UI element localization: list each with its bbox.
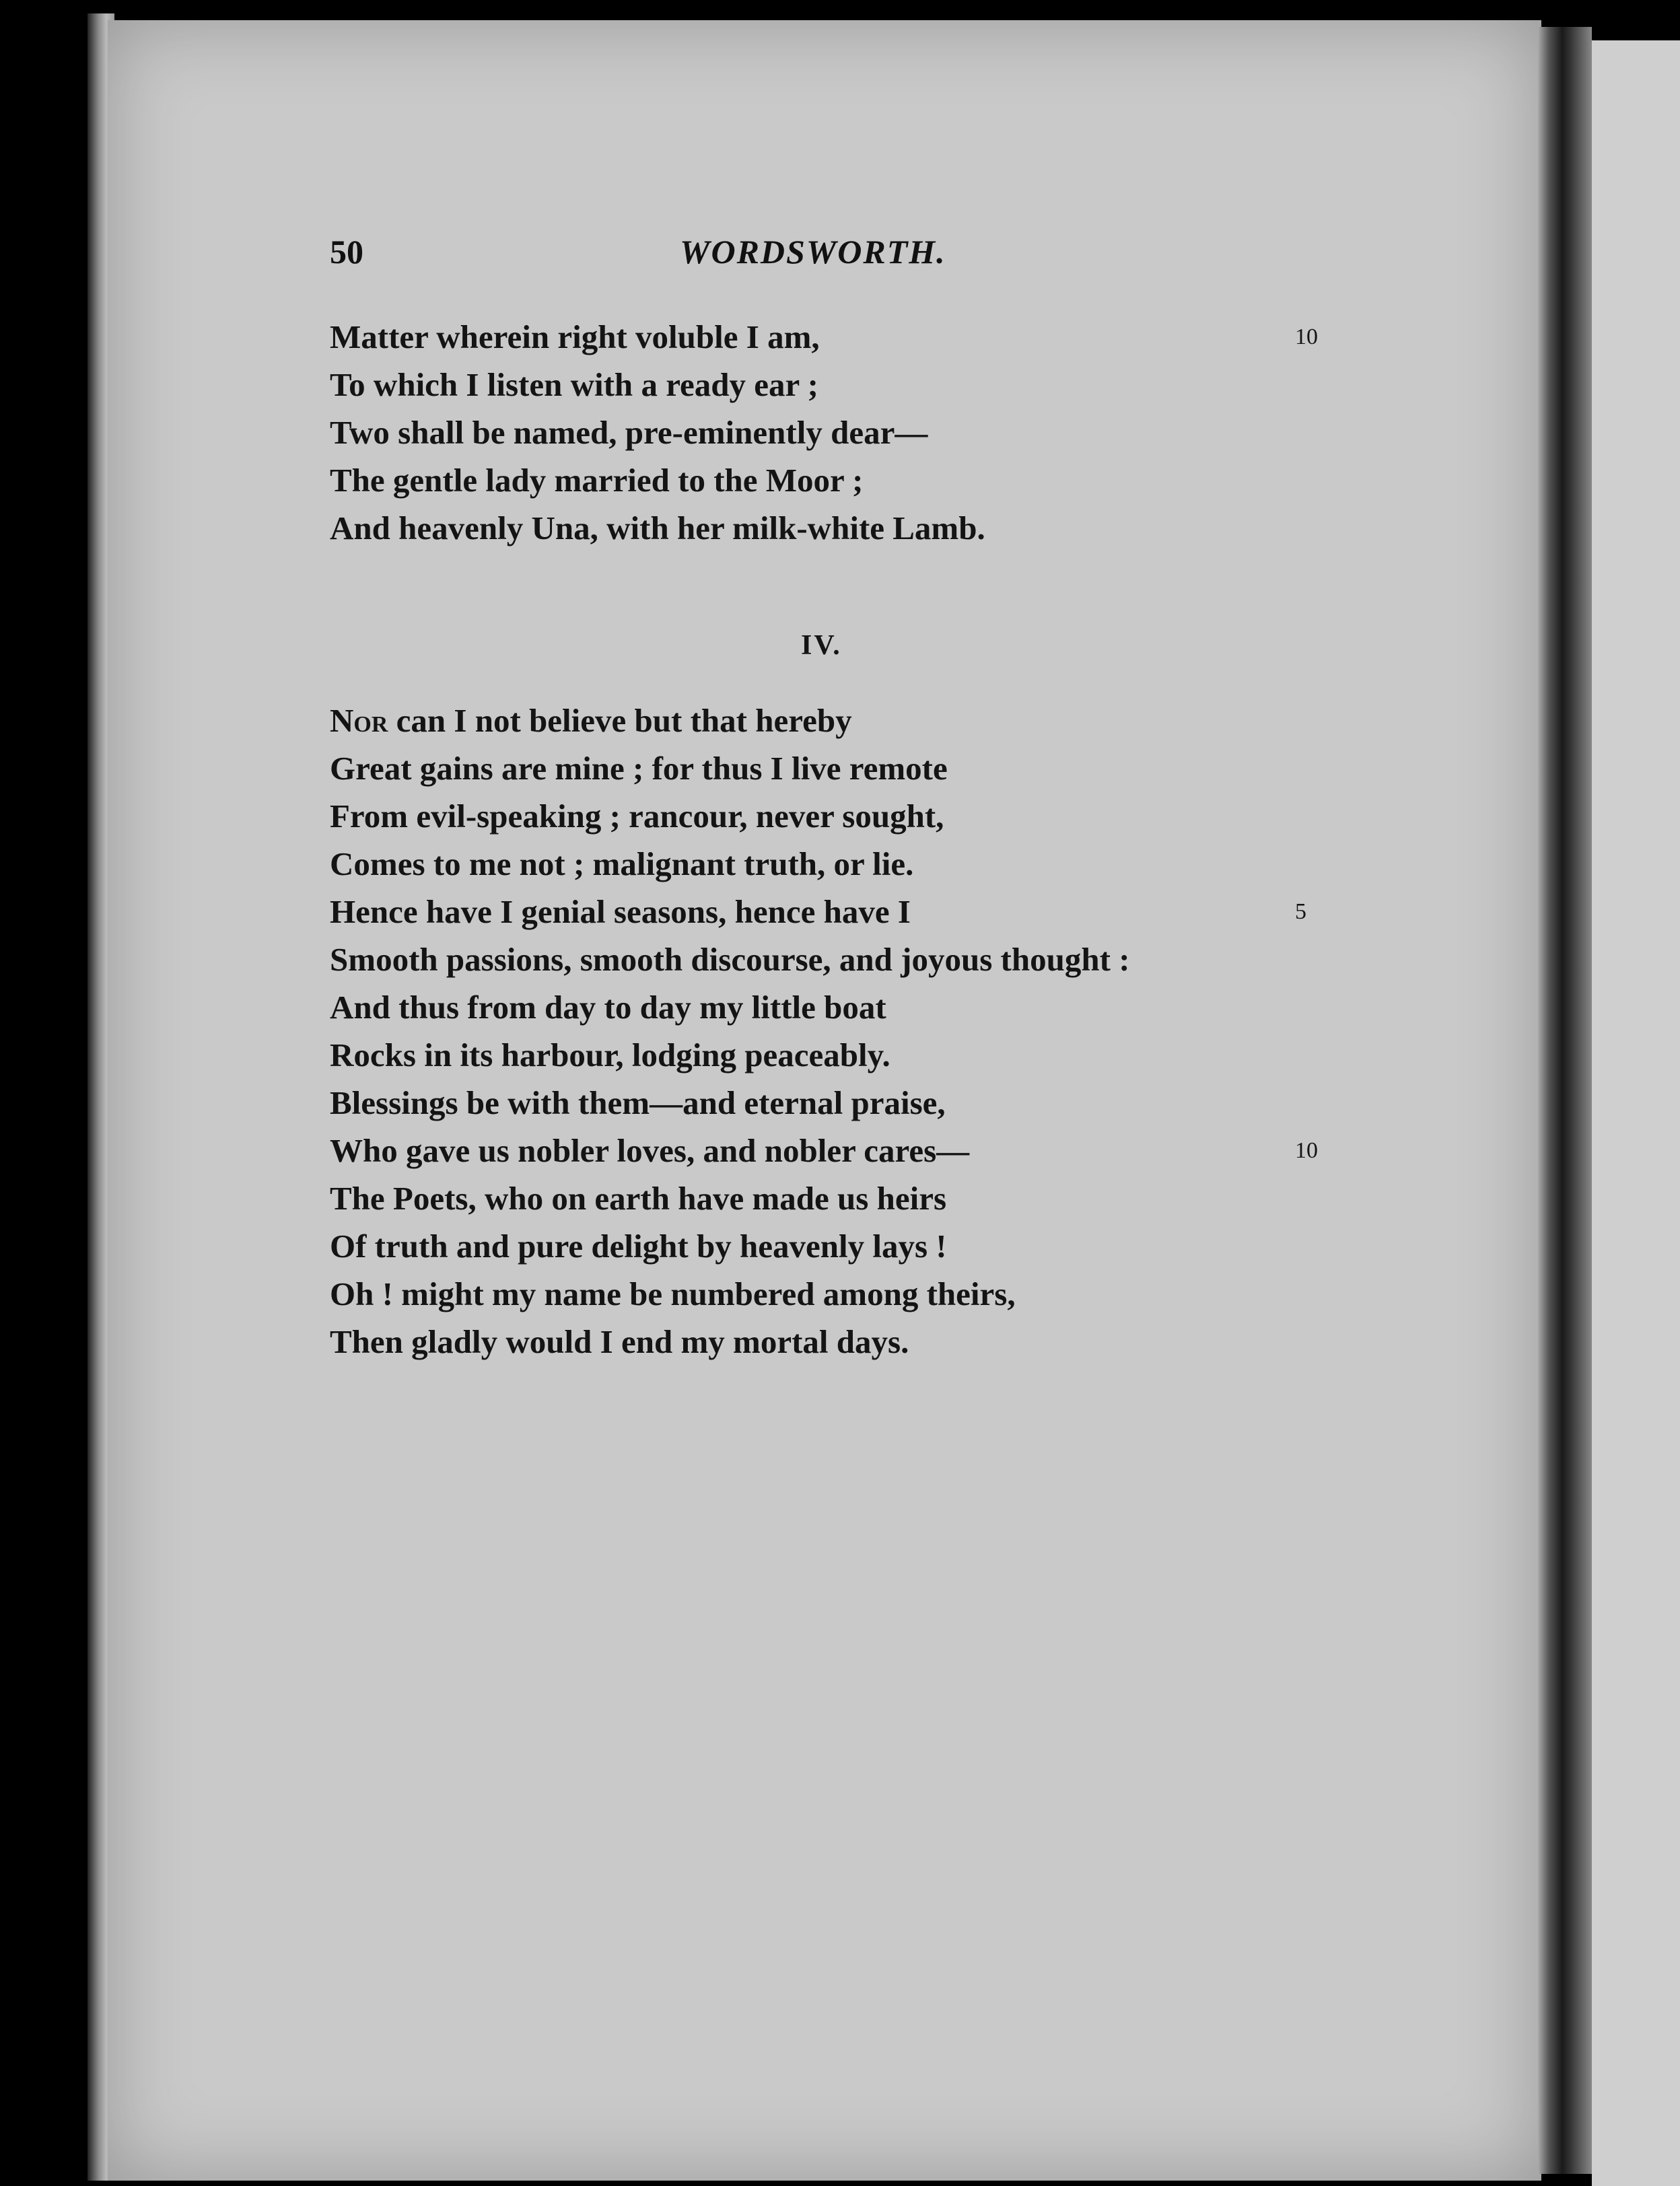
line-text: Great gains are mine ; for thus I live remote (330, 750, 948, 787)
book-gutter (1538, 27, 1592, 2174)
first-word: Nor (330, 702, 388, 739)
poem-line (330, 983, 1326, 1031)
poem-line (330, 1174, 1326, 1222)
line-text: And heavenly Una, with her milk-white Lamb. (330, 509, 985, 546)
line-text: Of truth and pure delight by heavenly lays ! (330, 1228, 947, 1265)
poem-line (330, 936, 1326, 983)
running-title: WORDSWORTH. (680, 233, 946, 271)
poem-line (330, 409, 1326, 456)
line-text: Then gladly would I end my mortal days. (330, 1323, 909, 1360)
poem-line (330, 697, 1326, 744)
poem-line (330, 1222, 1326, 1270)
poem-line (330, 1127, 1326, 1174)
section-heading: IV. (801, 630, 842, 661)
poem-line (330, 840, 1326, 888)
line-number: 5 (1295, 899, 1306, 924)
line-text: Smooth passions, smooth discourse, and joyous thought : (330, 941, 1130, 978)
line-text: And thus from day to day my little boat (330, 989, 886, 1026)
line-number: 10 (1295, 324, 1318, 349)
line-text: The Poets, who on earth have made us heirs (330, 1180, 947, 1217)
poem-line (330, 1270, 1326, 1318)
poem-line (330, 1318, 1326, 1366)
stanza-iv (330, 697, 1326, 1366)
poem-line (330, 313, 1326, 361)
poem-line (330, 1031, 1326, 1079)
poem-line (330, 744, 1326, 792)
line-text: Rocks in its harbour, lodging peaceably. (330, 1036, 890, 1073)
line-text: Who gave us nobler loves, and nobler cares— (330, 1132, 970, 1169)
line-text: can I not believe but that hereby (388, 702, 852, 739)
line-text: From evil-speaking ; rancour, never sought, (330, 798, 944, 835)
stanza-iii-ending (330, 313, 1326, 552)
line-text: Hence have I genial seasons, hence have I (330, 893, 911, 930)
line-text: Matter wherein right voluble I am, (330, 318, 820, 355)
poem-line (330, 888, 1326, 936)
poem-line (330, 1079, 1326, 1127)
line-number: 10 (1295, 1138, 1318, 1163)
line-text: To which I listen with a ready ear ; (330, 366, 818, 403)
poem-line (330, 504, 1326, 552)
facing-page-edge (1592, 40, 1680, 2186)
line-text: The gentle lady married to the Moor ; (330, 462, 864, 499)
poem-line (330, 792, 1326, 840)
poem-line (330, 456, 1326, 504)
line-text: Blessings be with them—and eternal praise, (330, 1084, 946, 1121)
line-text: Comes to me not ; malignant truth, or lie. (330, 845, 914, 882)
running-head (330, 232, 1319, 279)
poem-line (330, 361, 1326, 409)
page-number: 50 (330, 233, 363, 271)
line-text: Two shall be named, pre-eminently dear— (330, 414, 928, 451)
line-text: Oh ! might my name be numbered among theirs, (330, 1275, 1016, 1312)
